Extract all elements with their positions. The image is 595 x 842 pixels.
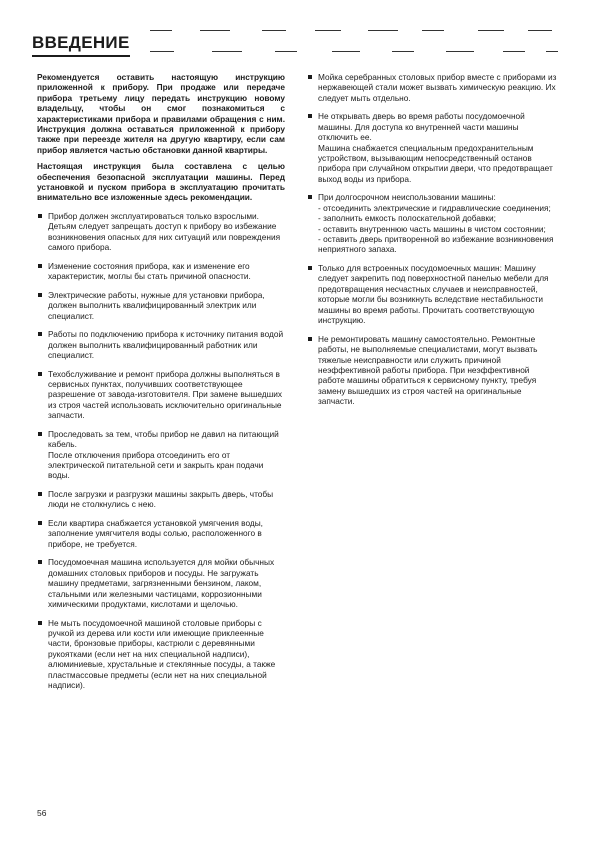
list-item	[37, 211, 285, 253]
bullet-square-icon	[38, 432, 42, 436]
left-column	[37, 72, 285, 699]
list-item-text: Прибор должен эксплуатироваться только взрослыми. Детьям следует запрещать доступ к прибору во избежание возникновения опасных для них ситуаций или повреждения самого прибора.	[48, 210, 281, 253]
list-item-text: Изменение состояния прибора, как и изменение его характеристик, моглы бы стать причиной опасности.	[48, 260, 251, 282]
list-item-text: Проследовать за тем, чтобы прибор не давил на питающий кабель. После отключения прибора отсоединить его от электрической питательной сети и закрыть кран подачи воды.	[48, 428, 279, 481]
care-list	[307, 72, 557, 407]
bullet-square-icon	[38, 293, 42, 297]
list-item-text: Если квартира снабжается установкой умягчения воды, заполнение умягчителя воды солью, расположенного в приборе, не требуется.	[48, 517, 263, 549]
header-dash	[503, 51, 525, 52]
list-item-text: Мойка серебранных столовых прибор вместе с приборами из нержавеющей стали может вызвать химическую реакцию. Их следует мыть отдельно.	[318, 72, 557, 103]
list-item	[37, 290, 285, 321]
list-item	[37, 557, 285, 609]
title-underline	[32, 55, 130, 57]
page-title: ВВЕДЕНИЕ	[32, 33, 130, 52]
header-dash	[422, 30, 444, 31]
bullet-square-icon	[308, 114, 312, 118]
bullet-square-icon	[38, 214, 42, 218]
bullet-square-icon	[308, 195, 312, 199]
list-item	[307, 111, 557, 184]
list-item-text: Электрические работы, нужные для установки прибора, должен выполнить квалифицированный электрик или специалист.	[48, 289, 265, 321]
safety-list	[37, 211, 285, 691]
list-item-text: После загрузки и разгрузки машины закрыть дверь, чтобы люди не столкнулись с нею.	[48, 488, 274, 510]
list-item-text: Не открывать дверь во время работы посудомоечной машины. Для доступа ко внутренней части машины отключить ее. Машина снабжается специальным предохранительным устройством, вызывающим непосредственный останов прибора при случайном открытии двери, что предотвращает выход воды из прибора.	[318, 111, 553, 184]
bullet-square-icon	[38, 264, 42, 268]
list-item-text: Посудомоечная машина используется для мойки обычных домашних столовых приборов и посуды. Не загружать машину предметами, загрязненными бензином, лаком, стальными или железными частицами, коррозионными химическими продуктами, кислотами и щелочью.	[48, 557, 275, 609]
bullet-square-icon	[308, 75, 312, 79]
intro-paragraph: Настоящая инструкция была составлена с целью обеспечения безопасной эксплуатации машины. Перед установкой и пуском прибора в эксплуатацию прочитать внимательно все изложенные здесь рекомендации.	[37, 161, 285, 203]
right-column	[307, 72, 557, 415]
list-item	[37, 429, 285, 481]
list-item	[37, 261, 285, 282]
list-item	[37, 369, 285, 421]
header-dash	[446, 51, 474, 52]
header-dash	[212, 51, 242, 52]
header-dash	[262, 30, 286, 31]
header-dash	[546, 51, 558, 52]
list-item	[37, 518, 285, 549]
header-dash	[150, 51, 174, 52]
bullet-square-icon	[308, 266, 312, 270]
list-item	[307, 192, 557, 254]
bullet-square-icon	[38, 372, 42, 376]
header-dash	[150, 30, 172, 31]
header-dash	[368, 30, 398, 31]
list-item	[307, 334, 557, 407]
header-dash	[332, 51, 360, 52]
bullet-square-icon	[38, 560, 42, 564]
bullet-square-icon	[38, 621, 42, 625]
list-item	[37, 618, 285, 691]
bullet-square-icon	[38, 492, 42, 496]
page-number: 56	[37, 808, 47, 818]
list-item	[37, 489, 285, 510]
list-item-text: Только для встроенных посудомоечных машин: Машину следует закрепить под поверхностной панелью мебели для предотвращения несчастных случаев и неисправностей, которые могли бы возникнуть вследствие нестабильности машины во время работы. Прочитать соответствующую инструкцию.	[318, 263, 549, 326]
list-item-text: Техобслуживание и ремонт прибора должны выполняться в сервисных пунктах, получивших соответствующее разрешение от завода-изготовителя. При замене вышедших из строя частей использовать исключительно оригинальные запчасти.	[48, 368, 283, 421]
bullet-square-icon	[38, 332, 42, 336]
list-item-text: При долгосрочном неиспользовании машины: - отсоединить электрические и гидравлические соединения; - заполнить емкость полоскательной добавки; - оставить внутреннюю часть машины в чистом состоянии; - оставить дверь притворенной во избежание возникновения неприятного запаха.	[318, 192, 554, 255]
bullet-square-icon	[38, 521, 42, 525]
header-dash	[200, 30, 230, 31]
list-item-text: Не мыть посудомоечной машиной столовые приборы с ручкой из дерева или кости или имеющие приклеенные части, бронзовые приборы, кастрюли с деревянными рукоятками (если нет на них специальной надписи), алюминиевые, хрустальные и стеклянные посуды, а также пластмассовые предметы (если нет на них специальной надписи).	[48, 617, 276, 690]
list-item-text: Не ремонтировать машину самостоятельно. Ремонтные работы, не выполняемые специалистами, могут вызвать тяжелые неисправности или служить причиной неэффективной работы прибора. При неэффективной работе машины обратиться к сервисному пункту, требуя замену вышедших из строя частей на оригинальные запчасти.	[318, 333, 538, 407]
header-dash	[392, 51, 414, 52]
intro-paragraph: Рекомендуется оставить настоящую инструкцию приложенной к прибору. При продаже или передаче прибора третьему лицу передать инструкцию новому владельцу, чтобы он смог познакомиться с характеристиками прибора и правилами обращения с ним. Инструкция должна оставаться приложенной к прибору также при переезде жителя на другую квартиру, если сам прибор является частью обстановки данной квартиры.	[37, 72, 285, 155]
header-dash	[275, 51, 297, 52]
header-dash	[478, 30, 504, 31]
list-item	[307, 72, 557, 103]
list-item-text: Работы по подключению прибора к источнику питания водой должен выполнить квалифицированный работник или специалист.	[48, 329, 284, 360]
list-item	[37, 329, 285, 360]
bullet-square-icon	[308, 337, 312, 341]
list-item	[307, 263, 557, 325]
header-dash	[528, 30, 552, 31]
header-dash	[315, 30, 341, 31]
